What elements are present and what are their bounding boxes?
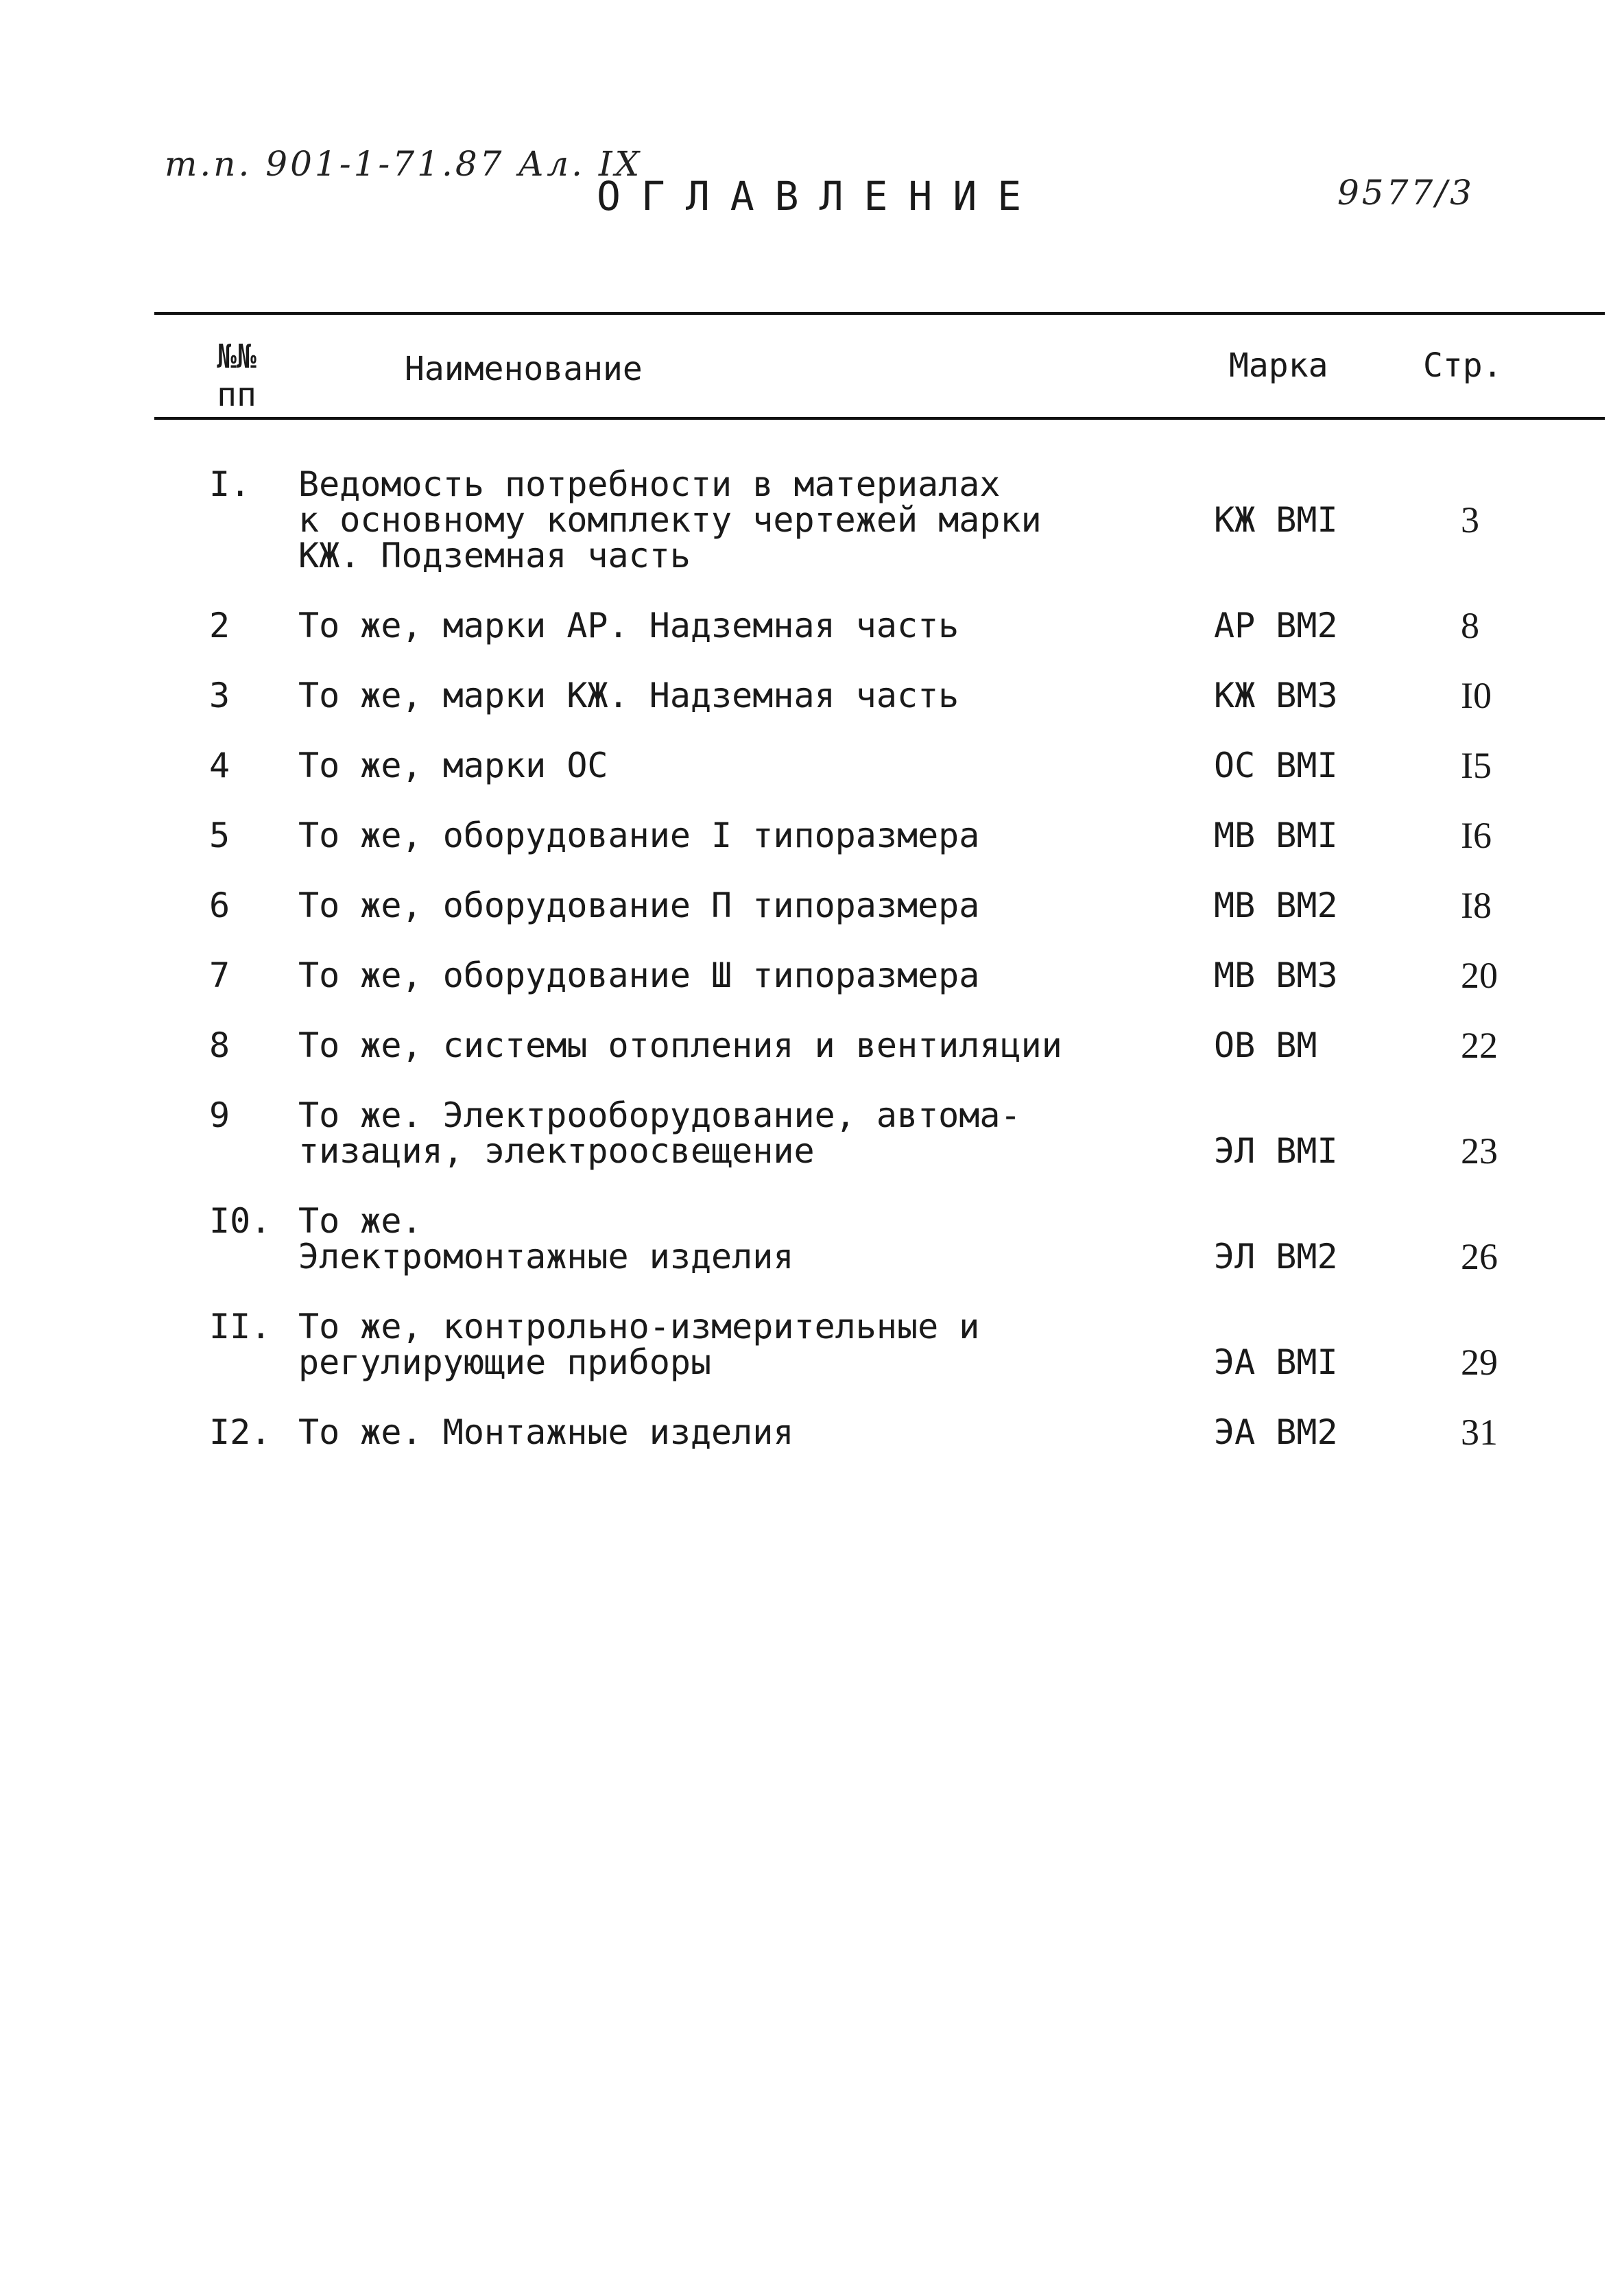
- toc-row-name: То же, системы отопления и вентиляции: [298, 1025, 1062, 1065]
- toc-row: [0, 1025, 1624, 1066]
- toc-row-number: 6: [209, 886, 230, 925]
- table-header-rule: [154, 417, 1605, 420]
- toc-row-number: I2.: [209, 1412, 272, 1452]
- toc-row-name: То же, оборудование П типоразмера: [298, 886, 980, 925]
- column-header-number-label: №№ пп: [217, 337, 256, 414]
- toc-row-name: То же, оборудование Ш типоразмера: [298, 955, 980, 995]
- toc-row-mark: ОВ ВМ: [1214, 1025, 1317, 1065]
- column-header-mark: Марка: [1229, 346, 1328, 385]
- toc-row-mark: ЭЛ ВМI: [1214, 1131, 1338, 1171]
- toc-row-page: 8: [1461, 605, 1479, 646]
- column-header-name: Наименование: [405, 350, 643, 388]
- table-of-contents: [0, 464, 1624, 1453]
- toc-row-name: То же. Электромонтажные изделия: [298, 1201, 794, 1277]
- toc-row-number: 2: [209, 606, 230, 645]
- toc-row-name: То же. Монтажные изделия: [298, 1412, 794, 1452]
- toc-row: [0, 675, 1624, 716]
- toc-row-page: 23: [1461, 1130, 1498, 1172]
- toc-row-name: То же, оборудование I типоразмера: [298, 816, 980, 855]
- toc-row-number: II.: [209, 1307, 272, 1346]
- table-top-rule: [154, 312, 1605, 315]
- toc-row-name: То же, марки ОС: [298, 746, 608, 785]
- document-code: т.п. 901-1-71.87 Ал. IX: [165, 144, 643, 184]
- toc-row-mark: ЭЛ ВМ2: [1214, 1237, 1338, 1277]
- page-title: ОГЛАВЛЕНИЕ: [597, 173, 1042, 219]
- toc-row: [0, 466, 1624, 573]
- toc-row-mark: КЖ ВМI: [1214, 500, 1338, 540]
- toc-row-page: 3: [1461, 499, 1479, 541]
- toc-row-page: 29: [1461, 1342, 1498, 1383]
- toc-row-page: 26: [1461, 1236, 1498, 1277]
- toc-row-mark: ОС ВМI: [1214, 746, 1338, 785]
- toc-row-name: Ведомость потребности в материалах к основному комплекту чертежей марки КЖ. Подземная часть: [298, 464, 1042, 575]
- toc-row-page: I0: [1461, 675, 1492, 716]
- toc-row-page: 20: [1461, 955, 1498, 996]
- toc-row-name: То же, марки КЖ. Надземная часть: [298, 676, 959, 715]
- toc-row: [0, 1201, 1624, 1277]
- toc-row-number: 9: [209, 1095, 230, 1135]
- toc-row: [0, 1307, 1624, 1383]
- toc-row-number: I.: [209, 464, 251, 504]
- toc-row: [0, 745, 1624, 786]
- toc-row-name: То же, контрольно-измерительные и регулирующие приборы: [298, 1307, 980, 1382]
- toc-row: [0, 1412, 1624, 1453]
- toc-row-page: I6: [1461, 815, 1492, 856]
- toc-row-number: 4: [209, 746, 230, 785]
- toc-row-mark: КЖ ВМ3: [1214, 676, 1338, 715]
- toc-row-mark: ЭА ВМ2: [1214, 1412, 1338, 1452]
- toc-row-page: 31: [1461, 1412, 1498, 1453]
- toc-row-name: То же. Электрооборудование, автома- тизация, электроосвещение: [298, 1095, 1021, 1171]
- toc-row-number: I0.: [209, 1201, 272, 1241]
- toc-row-number: 5: [209, 816, 230, 855]
- toc-row-mark: МВ ВМ3: [1214, 955, 1338, 995]
- toc-row-number: 7: [209, 955, 230, 995]
- toc-row: [0, 955, 1624, 996]
- document-number: 9577/3: [1337, 173, 1474, 213]
- toc-row-page: 22: [1461, 1025, 1498, 1066]
- toc-row-mark: МВ ВМ2: [1214, 886, 1338, 925]
- toc-row-number: 3: [209, 676, 230, 715]
- toc-row-page: I8: [1461, 885, 1492, 926]
- toc-row: [0, 885, 1624, 926]
- column-header-page: Стр.: [1423, 346, 1503, 385]
- toc-row-mark: ЭА ВМI: [1214, 1342, 1338, 1382]
- toc-row: [0, 815, 1624, 856]
- toc-row: [0, 1095, 1624, 1172]
- toc-row: [0, 605, 1624, 646]
- toc-row-mark: АР ВМ2: [1214, 606, 1338, 645]
- toc-row-number: 8: [209, 1025, 230, 1065]
- toc-row-name: То же, марки АР. Надземная часть: [298, 606, 959, 645]
- toc-row-mark: МВ ВМI: [1214, 816, 1338, 855]
- toc-row-page: I5: [1461, 745, 1492, 786]
- column-header-number: [209, 337, 264, 414]
